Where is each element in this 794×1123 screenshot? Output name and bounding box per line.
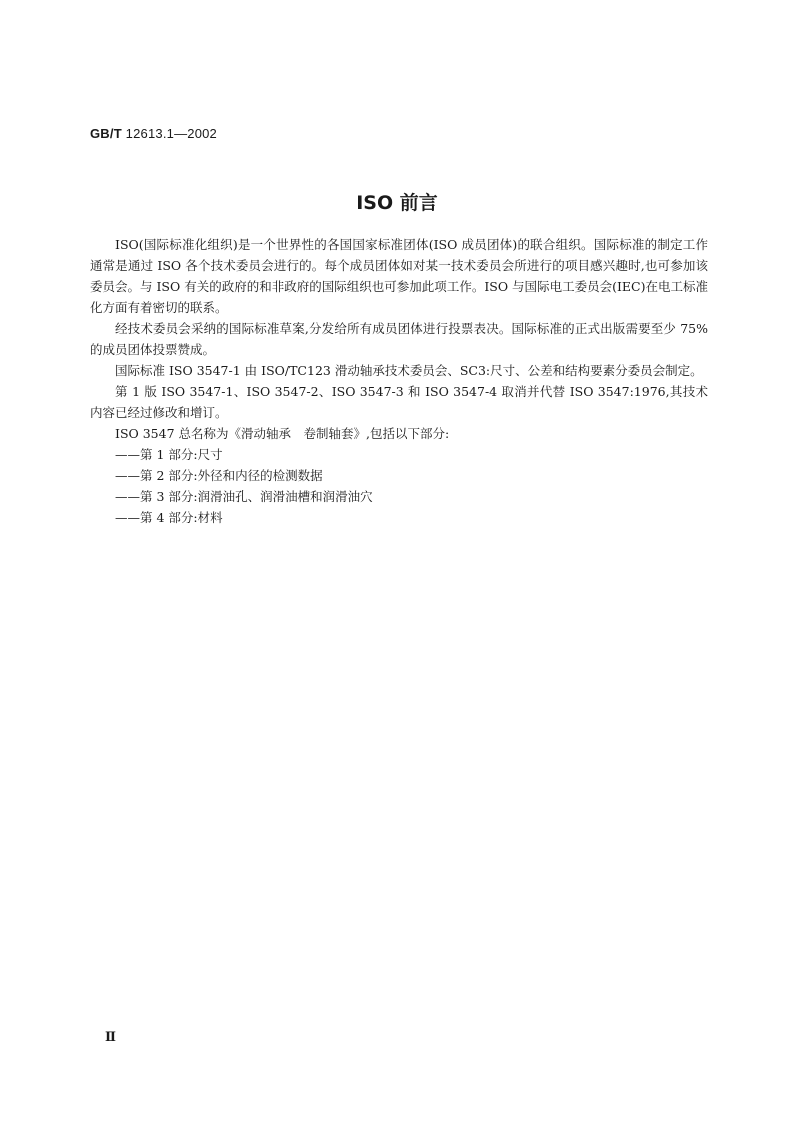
page-title: ISO 前言 xyxy=(356,192,438,214)
paragraph-voting: 经技术委员会采纳的国际标准草案,分发给所有成员团体进行投票表决。国际标准的正式出版需要至少 75%的成员团体投票赞成。 xyxy=(90,321,708,357)
standard-prefix: GB/T xyxy=(90,126,122,141)
list-item-part-2: ——第 2 部分:外径和内径的检测数据 xyxy=(115,468,323,483)
paragraph-committee: 国际标准 ISO 3547-1 由 ISO/TC123 滑动轴承技术委员会、SC3:尺寸、公差和结构要素分委员会制定。 xyxy=(115,363,703,378)
paragraph-edition: 第 1 版 ISO 3547-1、ISO 3547-2、ISO 3547-3 和 ISO 3547-4 取消并代替 ISO 3547:1976,其技术内容已经过修改和增订。 xyxy=(90,384,708,420)
list-item-part-1: ——第 1 部分:尺寸 xyxy=(115,447,223,462)
standard-code xyxy=(90,126,217,141)
standard-number: 12613.1—2002 xyxy=(125,126,217,141)
page-number: Ⅱ xyxy=(105,1030,116,1045)
foreword-body xyxy=(90,234,708,528)
list-item-part-3: ——第 3 部分:润滑油孔、润滑油槽和润滑油穴 xyxy=(115,489,373,504)
list-item-part-4: ——第 4 部分:材料 xyxy=(115,510,223,525)
paragraph-general-title: ISO 3547 总名称为《滑动轴承 卷制轴套》,包括以下部分: xyxy=(115,426,450,441)
paragraph-iso-intro: ISO(国际标准化组织)是一个世界性的各国国家标准团体(ISO 成员团体)的联合组织。国际标准的制定工作通常是通过 ISO 各个技术委员会进行的。每个成员团体如对某一技术委员会所进行的项目感兴趣时,也可参加该委员会。与 ISO 有关的政府的和非政府的国际组织也可参加此项工作。ISO 与国际电工委员会(IEC)在电工标准化方面有着密切的联系。 xyxy=(90,237,708,315)
